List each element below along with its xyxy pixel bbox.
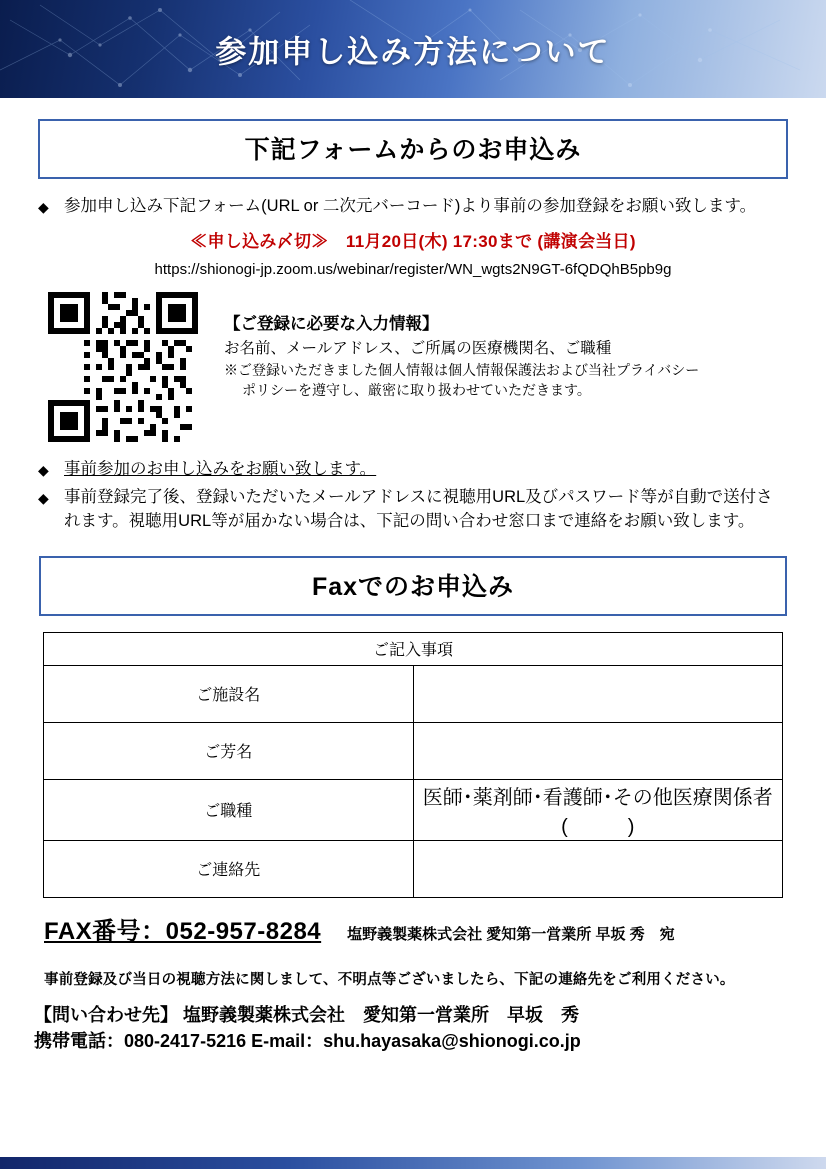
row-value-contact[interactable] (413, 840, 783, 897)
contact-line-1: 【問い合わせ先】 塩野義製薬株式会社 愛知第一営業所 早坂 秀 (34, 1004, 579, 1025)
contact-block (0, 1002, 826, 1054)
registration-followup-text: 事前登録完了後、登録いただいたメールアドレスに視聴用URL及びパスワード等が自動で送付されます。視聴用URL等が届かない場合は、下記の問い合わせ窓口まで連絡をお願い致します。 (64, 487, 773, 530)
table-header-row (44, 632, 783, 665)
deadline-text: ≪申し込み〆切≫ 11月20日(木) 17:30まで (講演会当日) (190, 231, 636, 251)
fax-number-row (0, 911, 826, 946)
bullet-item (38, 486, 788, 534)
registration-info-items: お名前、メールアドレス、ご所属の医療機関名、ご職種 (224, 339, 612, 357)
privacy-note-line1: ※ご登録いただきました個人情報は個人情報保護法および当社プライバシー (224, 361, 700, 378)
bullet-item (38, 458, 788, 482)
row-value-name[interactable] (413, 722, 783, 779)
fax-number: FAX番号：052-957-8284 (44, 917, 322, 945)
form-instruction-text: 参加申し込み下記フォーム(URL or 二次元バーコード)より事前の参加登録をお願い致します。 (64, 197, 757, 215)
header-banner (0, 0, 826, 98)
contact-line-2: 携帯電話：080-2417-5216 E-mail：shu.hayasaka@shionogi.co.jp (34, 1030, 581, 1051)
pre-registration-text: 事前参加のお申し込みをお願い致します。 (64, 459, 377, 478)
registration-info (198, 292, 788, 442)
row-value-facility[interactable] (413, 665, 783, 722)
table-row (44, 665, 783, 722)
table-row (44, 722, 783, 779)
qr-and-info-row (38, 292, 788, 442)
row-label-occupation: ご職種 (44, 779, 414, 840)
qr-code-icon[interactable] (48, 292, 198, 442)
row-label-contact: ご連絡先 (44, 840, 414, 897)
table-header-cell: ご記入事項 (44, 632, 783, 665)
table-row (44, 779, 783, 840)
page-title: 参加申し込み方法について (215, 34, 611, 70)
fax-application-table (43, 632, 783, 898)
privacy-note-line2: ポリシーを遵守し、厳密に取り扱わせていただきます。 (242, 382, 591, 399)
registration-info-heading: 【ご登録に必要な入力情報】 (224, 314, 439, 333)
row-value-occupation[interactable]: 医師･薬剤師･看護師･その他医療関係者( ) (413, 779, 783, 840)
bullet-item (38, 195, 788, 219)
section-form-content (0, 195, 826, 534)
diamond-bullet-icon: ◆ (38, 489, 49, 506)
section-heading-form: 下記フォームからのお申込み (38, 119, 788, 179)
row-label-name: ご芳名 (44, 722, 414, 779)
registration-url[interactable]: https://shionogi-jp.zoom.us/webinar/register/WN_wgts2N9GT-6fQDQhB5pb9g (154, 260, 672, 278)
row-label-facility: ご施設名 (44, 665, 414, 722)
section-heading-fax: Faxでのお申込み (39, 556, 787, 616)
footer-notice: 事前登録及び当日の視聴方法に関しまして、不明点等ございましたら、下記の連絡先をご利用ください。 (44, 971, 735, 988)
diamond-bullet-icon: ◆ (38, 461, 49, 478)
table-row (44, 840, 783, 897)
diamond-bullet-icon: ◆ (38, 199, 49, 215)
fax-recipient: 塩野義製薬株式会社 愛知第一営業所 早坂 秀 宛 (347, 925, 675, 943)
footer-bar (0, 1157, 826, 1169)
